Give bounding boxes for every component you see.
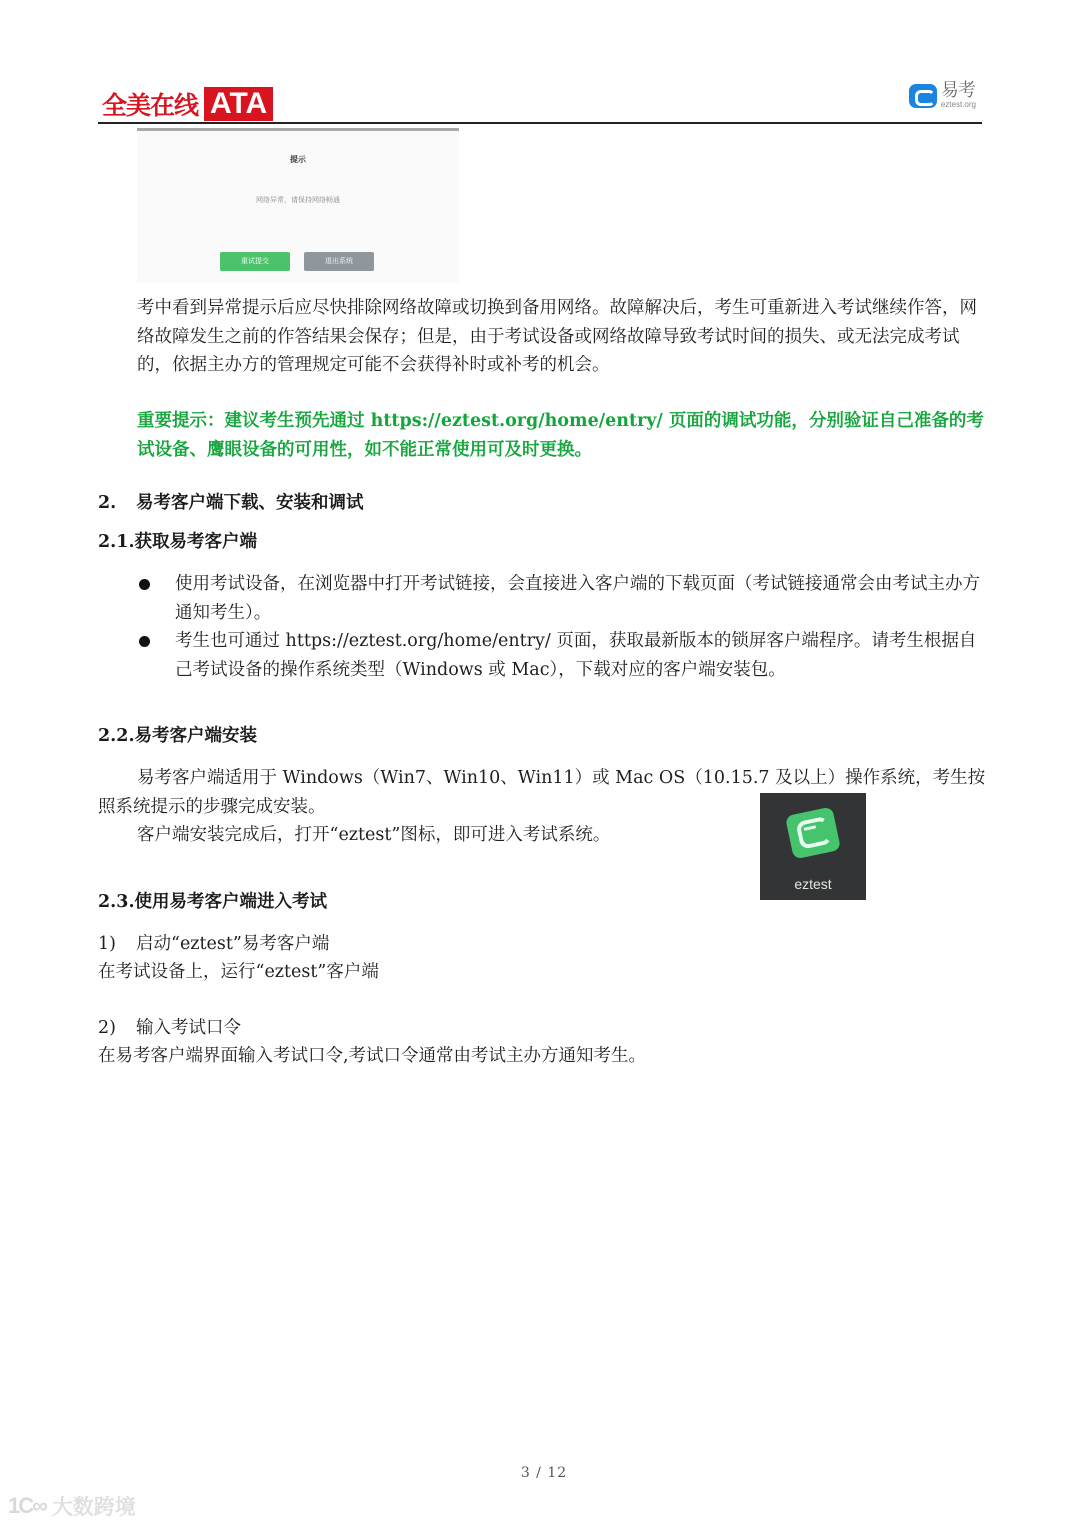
step-1-title (98, 930, 329, 959)
step-title-text: 输入考试口令 (136, 1018, 241, 1038)
brand-ata-text: ATA (204, 87, 273, 121)
dialog-title: 提示 (290, 155, 306, 164)
page-header (98, 80, 982, 125)
list-item (137, 570, 987, 627)
section-2-number: 2. (98, 493, 117, 513)
step-2-title (98, 1014, 241, 1043)
important-tip: 重要提示：建议考生预先通过 https://eztest.org/home/entry/ 页面的调试功能，分别验证自己准备的考试设备、鹰眼设备的可用性，如不能正常使用可及时更换。 (137, 411, 984, 460)
eztest-logo-cn: 易考 (940, 80, 975, 101)
bullet-icon (139, 636, 150, 647)
install-paragraph: 易考客户端适用于 Windows（Win7、Win10、Win11）或 Mac OS（10.15.7 及以上）操作系统，考生按照系统提示的步骤完成安装。 (98, 768, 986, 817)
ata-logo (102, 86, 273, 122)
watermark-text: 大数跨境 (51, 1495, 136, 1519)
eztest-logo-en: eztest.org (940, 100, 976, 109)
eztest-app-icon-image (760, 793, 866, 900)
eztest-logo-icon (909, 84, 937, 108)
retry-submit-button: 重试提交 (220, 252, 290, 271)
bullet-icon (139, 579, 150, 590)
section-2-heading (98, 489, 364, 514)
dialog-message: 网络异常，请保持网络畅通 (256, 196, 340, 204)
open-client-paragraph: 客户端安装完成后，打开“eztest”图标，即可进入考试系统。 (137, 825, 611, 845)
bullet-text: 考生也可通过 https://eztest.org/home/entry/ 页面，获取最新版本的锁屏客户端程序。请考生根据自己考试设备的操作系统类型（Windows 或 Mac），下载对应的客户端安装包。 (175, 631, 977, 680)
section-2-2-heading: 2.2.易考客户端安装 (98, 726, 258, 746)
exit-system-button: 退出系统 (304, 252, 374, 271)
download-bullet-list (137, 570, 987, 684)
step-2-description: 在易考客户端界面输入考试口令,考试口令通常由考试主办方通知考生。 (98, 1046, 647, 1066)
list-item (137, 627, 987, 684)
eztest-app-icon (785, 806, 841, 859)
watermark-logo-icon: 1C∞ (8, 1493, 46, 1518)
eztest-logo-text (941, 82, 976, 109)
eztest-logo (909, 82, 976, 109)
brand-cn-text: 全美在线 (102, 91, 199, 120)
section-2-3-heading: 2.3.使用易考客户端进入考试 (98, 892, 328, 912)
step-1-description: 在考试设备上，运行“eztest”客户端 (98, 962, 379, 982)
step-number: 1) (98, 934, 116, 954)
bullet-text: 使用考试设备，在浏览器中打开考试链接，会直接进入客户端的下载页面（考试链接通常会由考试主办方通知考生）。 (175, 574, 980, 623)
step-title-text: 启动“eztest”易考客户端 (136, 934, 330, 954)
header-divider (98, 122, 982, 124)
watermark (8, 1491, 136, 1521)
dialog-top-border (137, 128, 459, 131)
network-error-dialog-screenshot (137, 128, 459, 283)
app-icon-label: eztest (794, 876, 832, 892)
section-2-title: 易考客户端下载、安装和调试 (136, 493, 364, 513)
step-number: 2) (98, 1018, 116, 1038)
network-failure-paragraph: 考中看到异常提示后应尽快排除网络故障或切换到备用网络。故障解决后，考生可重新进入考试继续作答，网络故障发生之前的作答结果会保存；但是，由于考试设备或网络故障导致考试时间的损失、或无法完成考试的，依据主办方的管理规定可能不会获得补时或补考的机会。 (137, 298, 977, 375)
section-2-1-heading: 2.1.获取易考客户端 (98, 532, 258, 552)
page-indicator: 3 / 12 (520, 1465, 568, 1481)
